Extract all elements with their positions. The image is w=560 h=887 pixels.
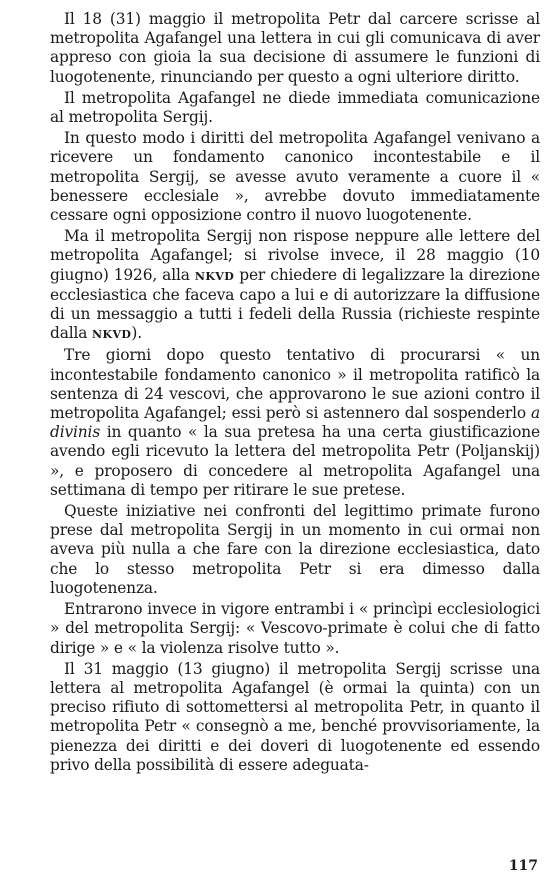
paragraph-8 [50, 660, 540, 775]
text-segment: Queste iniziative nei confronti del legittimo primate furono prese dal metropolita Sergij in un momento in cui ormai non aveva più nulla a che fare con la direzione ecclesiastica, dato che lo stesso metropolita Petr si era dimesso dalla luogotenenza. [50, 502, 540, 597]
paragraph-1 [50, 10, 540, 87]
page-number: 117 [508, 858, 538, 874]
text-segment: In questo modo i diritti del metropolita Agafangel venivano a ricevere un fondamento canonico incontestabile e il metropolita Sergij, se avesse avuto veramente a cuore il « benessere ecclesiale », avrebbe dovuto immediatamente cessare ogni opposizione contro il nuovo luogotenente. [50, 129, 540, 225]
text-segment: Entrarono invece in vigore entrambi i « princìpi ecclesiologici » del metropolita Sergij: « Vescovo-primate è colui che di fatto dirige » e « la violenza risolve tutto ». [50, 600, 540, 657]
page-body [50, 10, 540, 777]
paragraph-7 [50, 600, 540, 658]
text-segment: ). [131, 324, 142, 343]
text-segment: Il 31 maggio (13 giugno) il metropolita Sergij scrisse una lettera al metropolita Agafangel (è ormai la quinta) con un preciso rifiuto di sottomettersi al metropolita Petr, in quanto il metropolita Petr « consegnò a me, benché provvisoriamente, la pienezza dei diritti e dei doveri di luogotenente ed essendo privo della possibilità di essere adeguata- [50, 659, 540, 774]
text-segment: in quanto « la sua pretesa ha una certa giustificazione avendo egli ricevuto la lettera del metropolita Petr (Poljanskij) », e proposero di concedere al metropolita Agafangel una settimana di tempo per ritirare le sue pretese. [50, 423, 540, 499]
text-segment: Ma il metropolita Sergij non rispose neppure alle lettere del metropolita Agafangel; si rivolse invece, il 28 maggio (10 giugno) 1926, alla [50, 227, 540, 284]
paragraph-5 [50, 346, 540, 500]
text-segment: Il metropolita Agafangel ne diede immediata comunicazione al metropolita Sergij. [50, 88, 540, 127]
text-segment: Il 18 (31) maggio il metropolita Petr dal carcere scrisse al metropolita Agafangel una lettera in cui gli comunicava di aver appreso con gioia la sua decisione di assumere le funzioni di luogotenente, rinunciando per questo a ogni ulteriore diritto. [50, 10, 540, 86]
text-segment: Tre giorni dopo questo tentativo di procurarsi « un incontestabile fondamento canonico » il metropolita ratificò la sentenza di 24 vescovi, che approvarono le sue azioni contro il metropolita Agafangel; essi però si astennero dal sospenderlo [50, 346, 540, 423]
acronym-nkvd: NKVD [92, 328, 132, 342]
paragraph-2 [50, 89, 540, 127]
paragraph-6 [50, 502, 540, 598]
paragraph-3 [50, 129, 540, 225]
text-segment: per chiedere di legalizzare la direzione ecclesiastica che faceva capo a lui e di autorizzare la diffusione di un messaggio a tutti i fedeli della Russia (richieste respinte dalla [50, 265, 540, 343]
acronym-nkvd: NKVD [194, 269, 235, 283]
paragraph-4 [50, 227, 540, 344]
italic-phrase: a divinis [50, 404, 540, 442]
